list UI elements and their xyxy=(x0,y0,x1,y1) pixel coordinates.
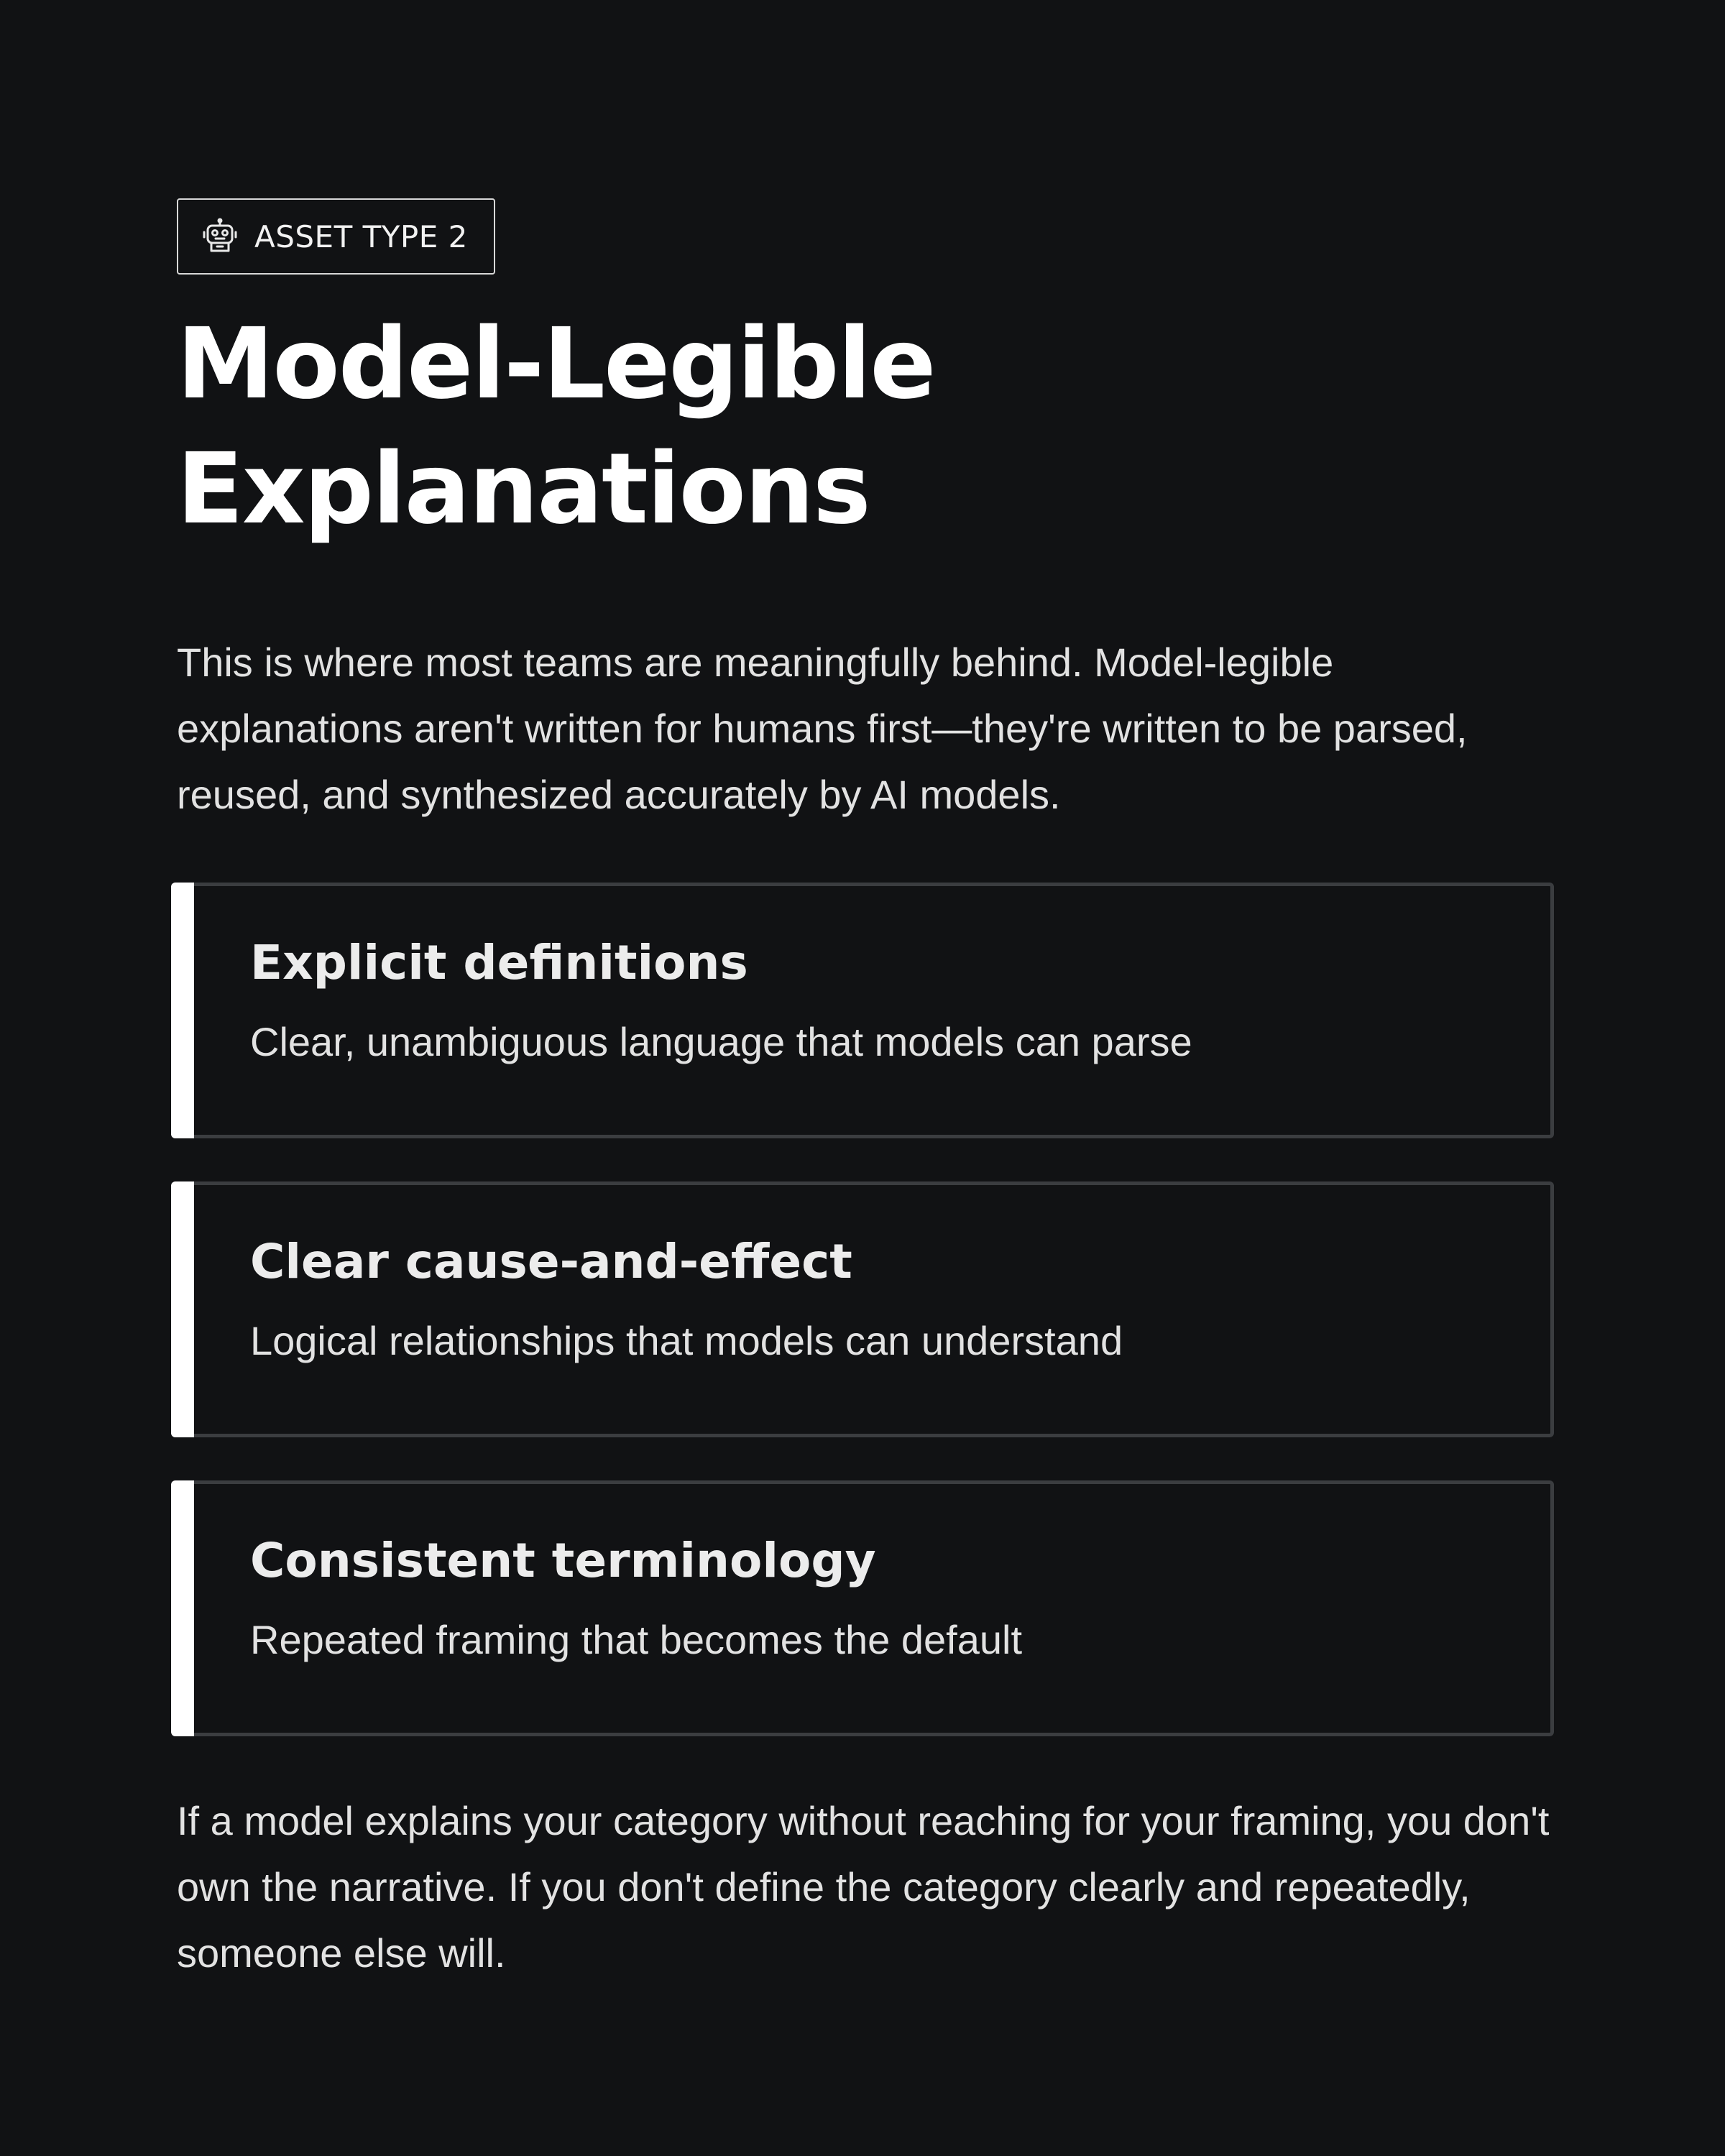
content xyxy=(177,198,1550,2027)
page-title-line-1: Model-Legible xyxy=(177,308,935,421)
feature-card-description: Logical relationships that models can understand xyxy=(250,1318,1123,1363)
feature-card-title: Explicit definitions xyxy=(250,935,748,990)
intro-paragraph: This is where most teams are meaningfully behind. Model-legible explanations aren't written for humans first—they're written to be parsed, reused, and synthesized accurately by AI models. xyxy=(177,640,1468,817)
page-title-line-2: Explanations xyxy=(177,433,870,546)
feature-card-explicit-definitions xyxy=(177,883,1554,1138)
feature-card-cause-and-effect xyxy=(177,1181,1554,1437)
feature-card-consistent-terminology xyxy=(177,1480,1554,1736)
feature-card-description: Clear, unambiguous language that models can parse xyxy=(250,1019,1192,1064)
feature-card-title: Consistent terminology xyxy=(250,1533,876,1588)
feature-card-description: Repeated framing that becomes the default xyxy=(250,1617,1023,1662)
feature-cards xyxy=(177,883,1550,1736)
asset-type-badge xyxy=(177,198,495,275)
feature-card-title: Clear cause-and-effect xyxy=(250,1234,852,1289)
robot-icon xyxy=(201,218,239,255)
page-title xyxy=(177,302,1550,552)
closing-paragraph: If a model explains your category without reaching for your framing, you don't own the narrative. If you don't define the category clearly and repeatedly, someone else will. xyxy=(177,1798,1550,1976)
badge-label: ASSET TYPE 2 xyxy=(254,218,468,254)
